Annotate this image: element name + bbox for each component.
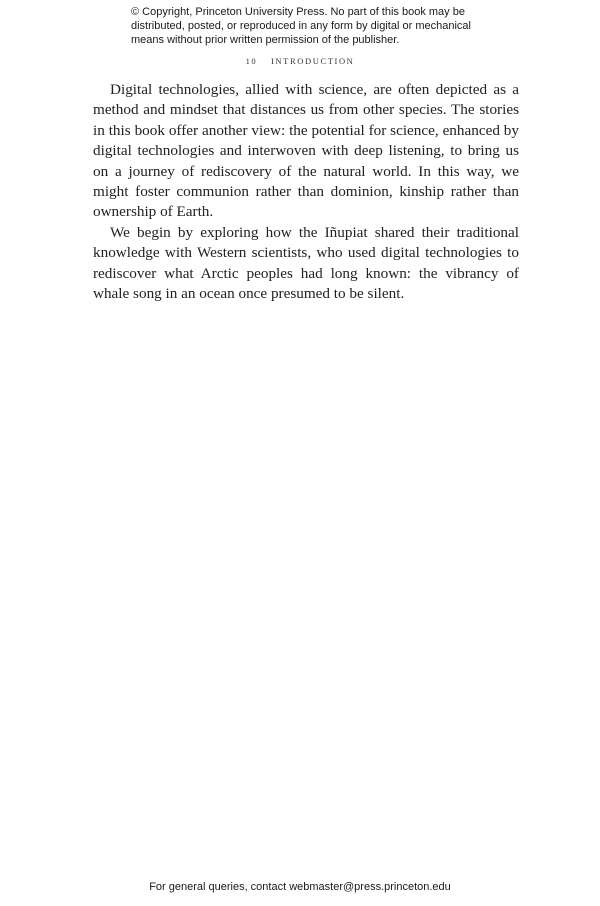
running-head: [0, 56, 600, 66]
paragraph: We begin by exploring how the Iñupiat shared their traditional knowledge with Western scientists, who used digital technologies to rediscover what Arctic peoples had long known: the vibrancy of whale song in an ocean once presumed to be silent.: [93, 223, 519, 303]
paragraph: Digital technologies, allied with science, are often depicted as a method and mindset that distances us from other species. The stories in this book offer another view: the potential for science, enhanced by digital technologies and interwoven with deep listening, to bring us on a journey of rediscovery of the natural world. In this way, we might foster communion rather than dominion, kinship rather than ownership of Earth.: [93, 81, 519, 221]
section-title: INTRODUCTION: [271, 56, 355, 66]
footer-contact: For general queries, contact webmaster@press.princeton.edu: [149, 881, 451, 893]
copyright-notice: [131, 5, 491, 47]
copyright-line: distributed, posted, or reproduced in any form by digital or mechanical: [131, 20, 471, 32]
page-number: 10: [245, 56, 258, 66]
copyright-line: © Copyright, Princeton University Press. No part of this book may be: [131, 6, 465, 18]
copyright-line: means without prior written permission of the publisher.: [131, 34, 400, 46]
body-text: [93, 80, 519, 304]
